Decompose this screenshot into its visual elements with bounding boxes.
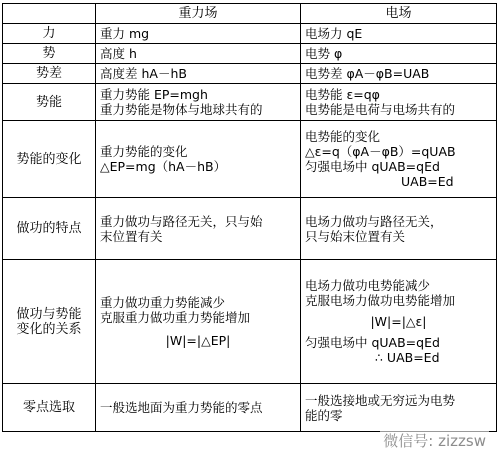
row-label-work-energy-line1: 做功与势能	[16, 306, 82, 322]
row-label-work-feature: 做功的特点	[3, 198, 96, 260]
electric-relation-uniform: 匀强电场中 qUAB=qEd	[305, 335, 440, 350]
gravity-relation-line1: 重力做功重力势能减少	[100, 295, 226, 310]
row-label-pe-change: 势能的变化	[3, 121, 96, 198]
gravity-potential-text: 高度 h	[100, 46, 137, 61]
row-label-potential-difference: 势差	[3, 64, 96, 84]
electric-pe-change-cell	[301, 121, 497, 198]
electric-zero-point-line1: 一般选接地或无穷远为电势	[305, 392, 456, 408]
electric-pe-change-formula: △ε=q（φA－φB）=qUAB	[305, 144, 456, 159]
electric-potential-text: 电势 φ	[305, 46, 343, 61]
row-label-potential: 势	[3, 44, 96, 64]
electric-pe-change-title: 电势能的变化	[305, 129, 381, 144]
gravity-pe-change-title: 重力势能的变化	[100, 144, 188, 159]
gravity-zero-point-cell	[96, 384, 301, 432]
row-potential	[3, 44, 497, 64]
gravity-height-diff-text: 高度差 hA－hB	[100, 66, 187, 81]
gravity-zero-point-text: 一般选地面为重力势能的零点	[100, 400, 263, 415]
gravity-force-text: 重力 mg	[100, 26, 150, 41]
electric-relation-line1: 电场力做功电势能减少	[305, 278, 431, 293]
electric-potential-diff-text: 电势差 φA－φB=UAB	[305, 66, 430, 81]
gravity-pe-change-cell	[96, 121, 301, 198]
row-label-potential-energy: 势能	[3, 84, 96, 121]
gravity-relation-line2: 克服重力做功重力势能增加	[100, 310, 251, 325]
electric-work-feature-line2: 只与始末位置有关	[305, 228, 406, 244]
electric-zero-point-line2: 能的零	[305, 407, 343, 423]
row-force	[3, 24, 497, 44]
header-electric-field: 电场	[301, 4, 497, 24]
electric-work-feature-cell	[301, 198, 497, 260]
gravity-force-cell	[96, 24, 301, 44]
gravity-potential-cell	[96, 44, 301, 64]
gravity-relation-formula: |W|=|△EP|	[165, 333, 231, 348]
electric-force-text: 电场力 qE	[305, 26, 363, 41]
electric-potential-diff-cell	[301, 64, 497, 84]
header-row	[3, 4, 497, 24]
header-gravity-field: 重力场	[96, 4, 301, 24]
electric-pe-cell	[301, 84, 497, 121]
electric-uniform-field-formula: 匀强电场中 qUAB=qEd	[305, 159, 440, 174]
electric-work-feature-line1: 电场力做功与路径无关，	[305, 213, 443, 229]
gravity-pe-change-formula: △EP=mg（hA－hB）	[100, 159, 227, 174]
gravity-work-feature-line2: 末位置有关	[100, 228, 163, 244]
electric-potential-cell	[301, 44, 497, 64]
row-zero-point	[3, 384, 497, 432]
row-label-work-energy-line2: 变化的关系	[16, 321, 82, 337]
electric-zero-point-cell	[301, 384, 497, 432]
gravity-work-feature-cell	[96, 198, 301, 260]
row-label-force: 力	[3, 24, 96, 44]
comparison-table	[2, 3, 497, 432]
row-work-energy-relation	[3, 260, 497, 384]
gravity-pe-cell	[96, 84, 301, 121]
row-pe-change	[3, 121, 497, 198]
row-potential-energy	[3, 84, 497, 121]
gravity-pe-note: 重力势能是物体与地球共有的	[100, 102, 263, 117]
gravity-pe-formula: 重力势能 EP=mgh	[100, 87, 208, 102]
electric-relation-cell	[301, 260, 497, 384]
gravity-relation-cell	[96, 260, 301, 384]
electric-relation-line2: 克服电场力做功电势能增加	[305, 293, 456, 308]
row-work-feature	[3, 198, 497, 260]
gravity-height-diff-cell	[96, 64, 301, 84]
electric-force-cell	[301, 24, 497, 44]
row-label-zero-point: 零点选取	[3, 384, 96, 432]
electric-pe-note: 电势能是电荷与电场共有的	[305, 102, 456, 117]
row-potential-difference	[3, 64, 497, 84]
electric-relation-uab: ∴ UAB=Ed	[375, 350, 440, 365]
watermark-text: 微信号: zizzsw	[380, 430, 489, 451]
header-blank	[3, 4, 96, 24]
electric-relation-formula: |W|=|△ε|	[370, 314, 427, 329]
gravity-work-feature-line1: 重力做功与路径无关，只与始	[100, 213, 263, 229]
row-label-work-energy-relation	[3, 260, 96, 384]
electric-pe-formula: 电势能 ε=qφ	[305, 87, 380, 102]
electric-uab-formula: UAB=Ed	[401, 174, 454, 189]
